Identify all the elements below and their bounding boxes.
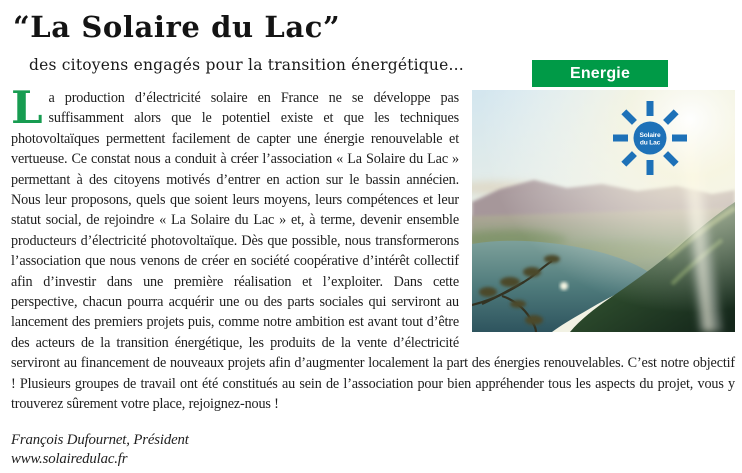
page-title: “La Solaire du Lac” [13,10,341,44]
sun-logo-text-line1: Solaire [639,132,661,139]
website-url[interactable]: www.solairedulac.fr [11,450,128,467]
signature-name: François Dufournet, Président [11,431,189,448]
article-body [11,81,735,469]
photo-light-speck [560,282,568,290]
dropcap-letter: L [11,81,43,134]
sun-logo-icon [613,101,687,175]
category-badge-label: Energie [569,64,631,82]
sun-logo-text-line2: du Lac [639,139,661,147]
page-subtitle: des citoyens engagés pour la transition énergétique... [29,56,464,74]
photo-sun-glare [472,90,735,332]
article-text: a production d’électricité solaire en France ne se développe pas suffisamment alors que le potentiel existe et que les techniques photovoltaïques permettent facilement de capter une énergie renouvelable et vertueuse. Ce constat nous a conduit à créer l’association « La Solaire du Lac » permettant à des citoyens motivés d’entrer en action sur le bassin annécien. Nous leur proposons, quels que soient leurs moyens, leurs compétences et leur statut social, de rejoindre « La Solaire du Lac » et, à terme, devenir ensemble producteurs d’électricité photovoltaïque. Dès que possible, nous transformerons l’association que nous venons de créer en société coopérative d’intérêt collectif afin d’investir dans une première réalisation et l’exploiter. Dans cette perspective, chacun pourra acquérir une ou des parts sociales qui serviront au lancement des premiers projets puis, comme notre ambition est avant tout d’être des acteurs de la transition énergétique, les produits de la vente d’électricité serviront au financement de nouveaux projets afin d’augmenter localement la part des énergies renouvelables. C’est notre objectif ! Plusieurs groupes de travail ont été constitués au sein de l’association pour bien appréhender tous les aspects du projet, vous y trouverez sûrement votre place, rejoignez-nous ! [11,90,735,413]
category-badge [532,60,668,87]
signature-block [11,431,735,469]
lake-landscape-photo [472,90,735,332]
